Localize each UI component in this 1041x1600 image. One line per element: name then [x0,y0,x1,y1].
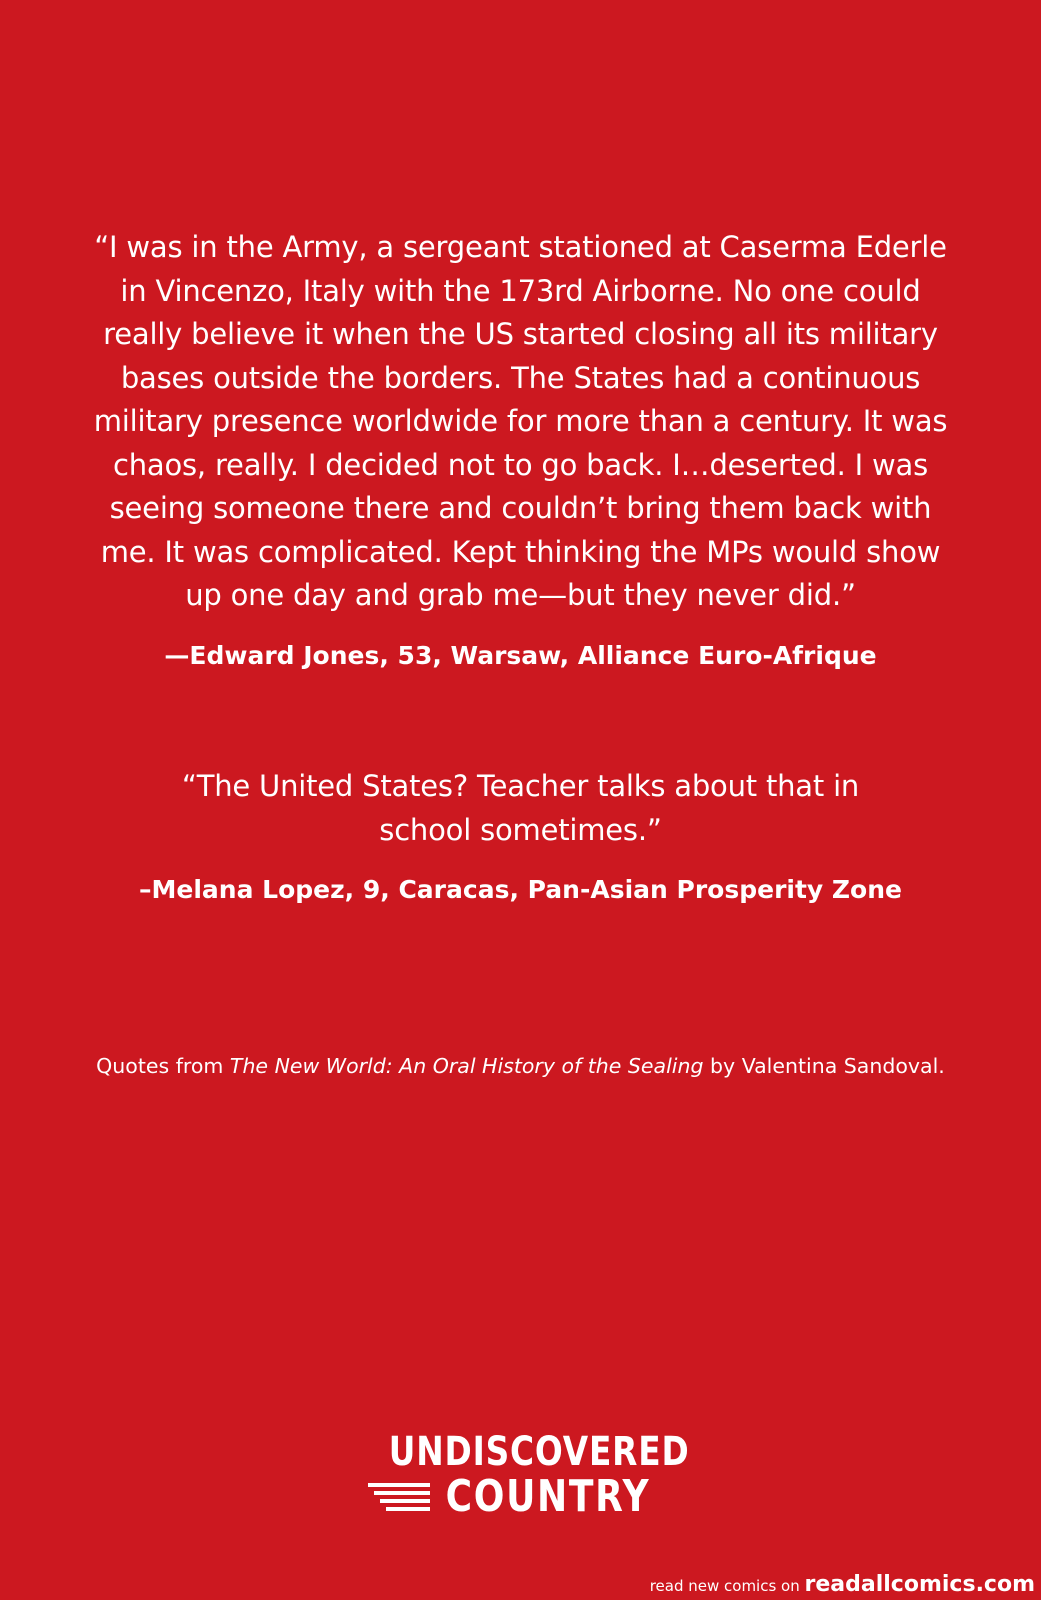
attribution-edward-jones: —Edward Jones, 53, Warsaw, Alliance Euro-Afrique [164,641,877,670]
logo-line-2: COUNTRY [445,1471,651,1522]
source-note-prefix: Quotes from [96,1054,230,1078]
site-watermark [650,1573,1035,1598]
flag-stripes-icon [368,1481,438,1515]
source-book-title: The New World: An Oral History of the Sealing [229,1054,704,1078]
quote-melana-lopez: “The United States? Teacher talks about that in school sometimes.” [181,769,860,847]
undiscovered-country-logo [360,1429,690,1530]
source-note [40,1052,1001,1080]
quote-edward-jones: “I was in the Army, a sergeant stationed at Caserma Ederle in Vincenzo, Italy with the 173rd Airborne. No one could really believe it when the US started closing all its military bases outside the borders. The States had a continuous military presence worldwide for more than a century. It was chaos, really. I decided not to go back. I…deserted. I was seeing someone there and couldn’t bring them back with me. It was complicated. Kept thinking the MPs would show up one day and grab me—but they never did.” [93,230,948,612]
logo-line-1: UNDISCOVERED [388,1429,690,1475]
source-note-suffix: by Valentina Sandoval. [703,1054,945,1078]
watermark-prefix: read new comics on [649,1577,805,1595]
attribution-melana-lopez: –Melana Lopez, 9, Caracas, Pan-Asian Prosperity Zone [139,875,902,904]
watermark-domain[interactable]: readallcomics.com [804,1572,1035,1597]
